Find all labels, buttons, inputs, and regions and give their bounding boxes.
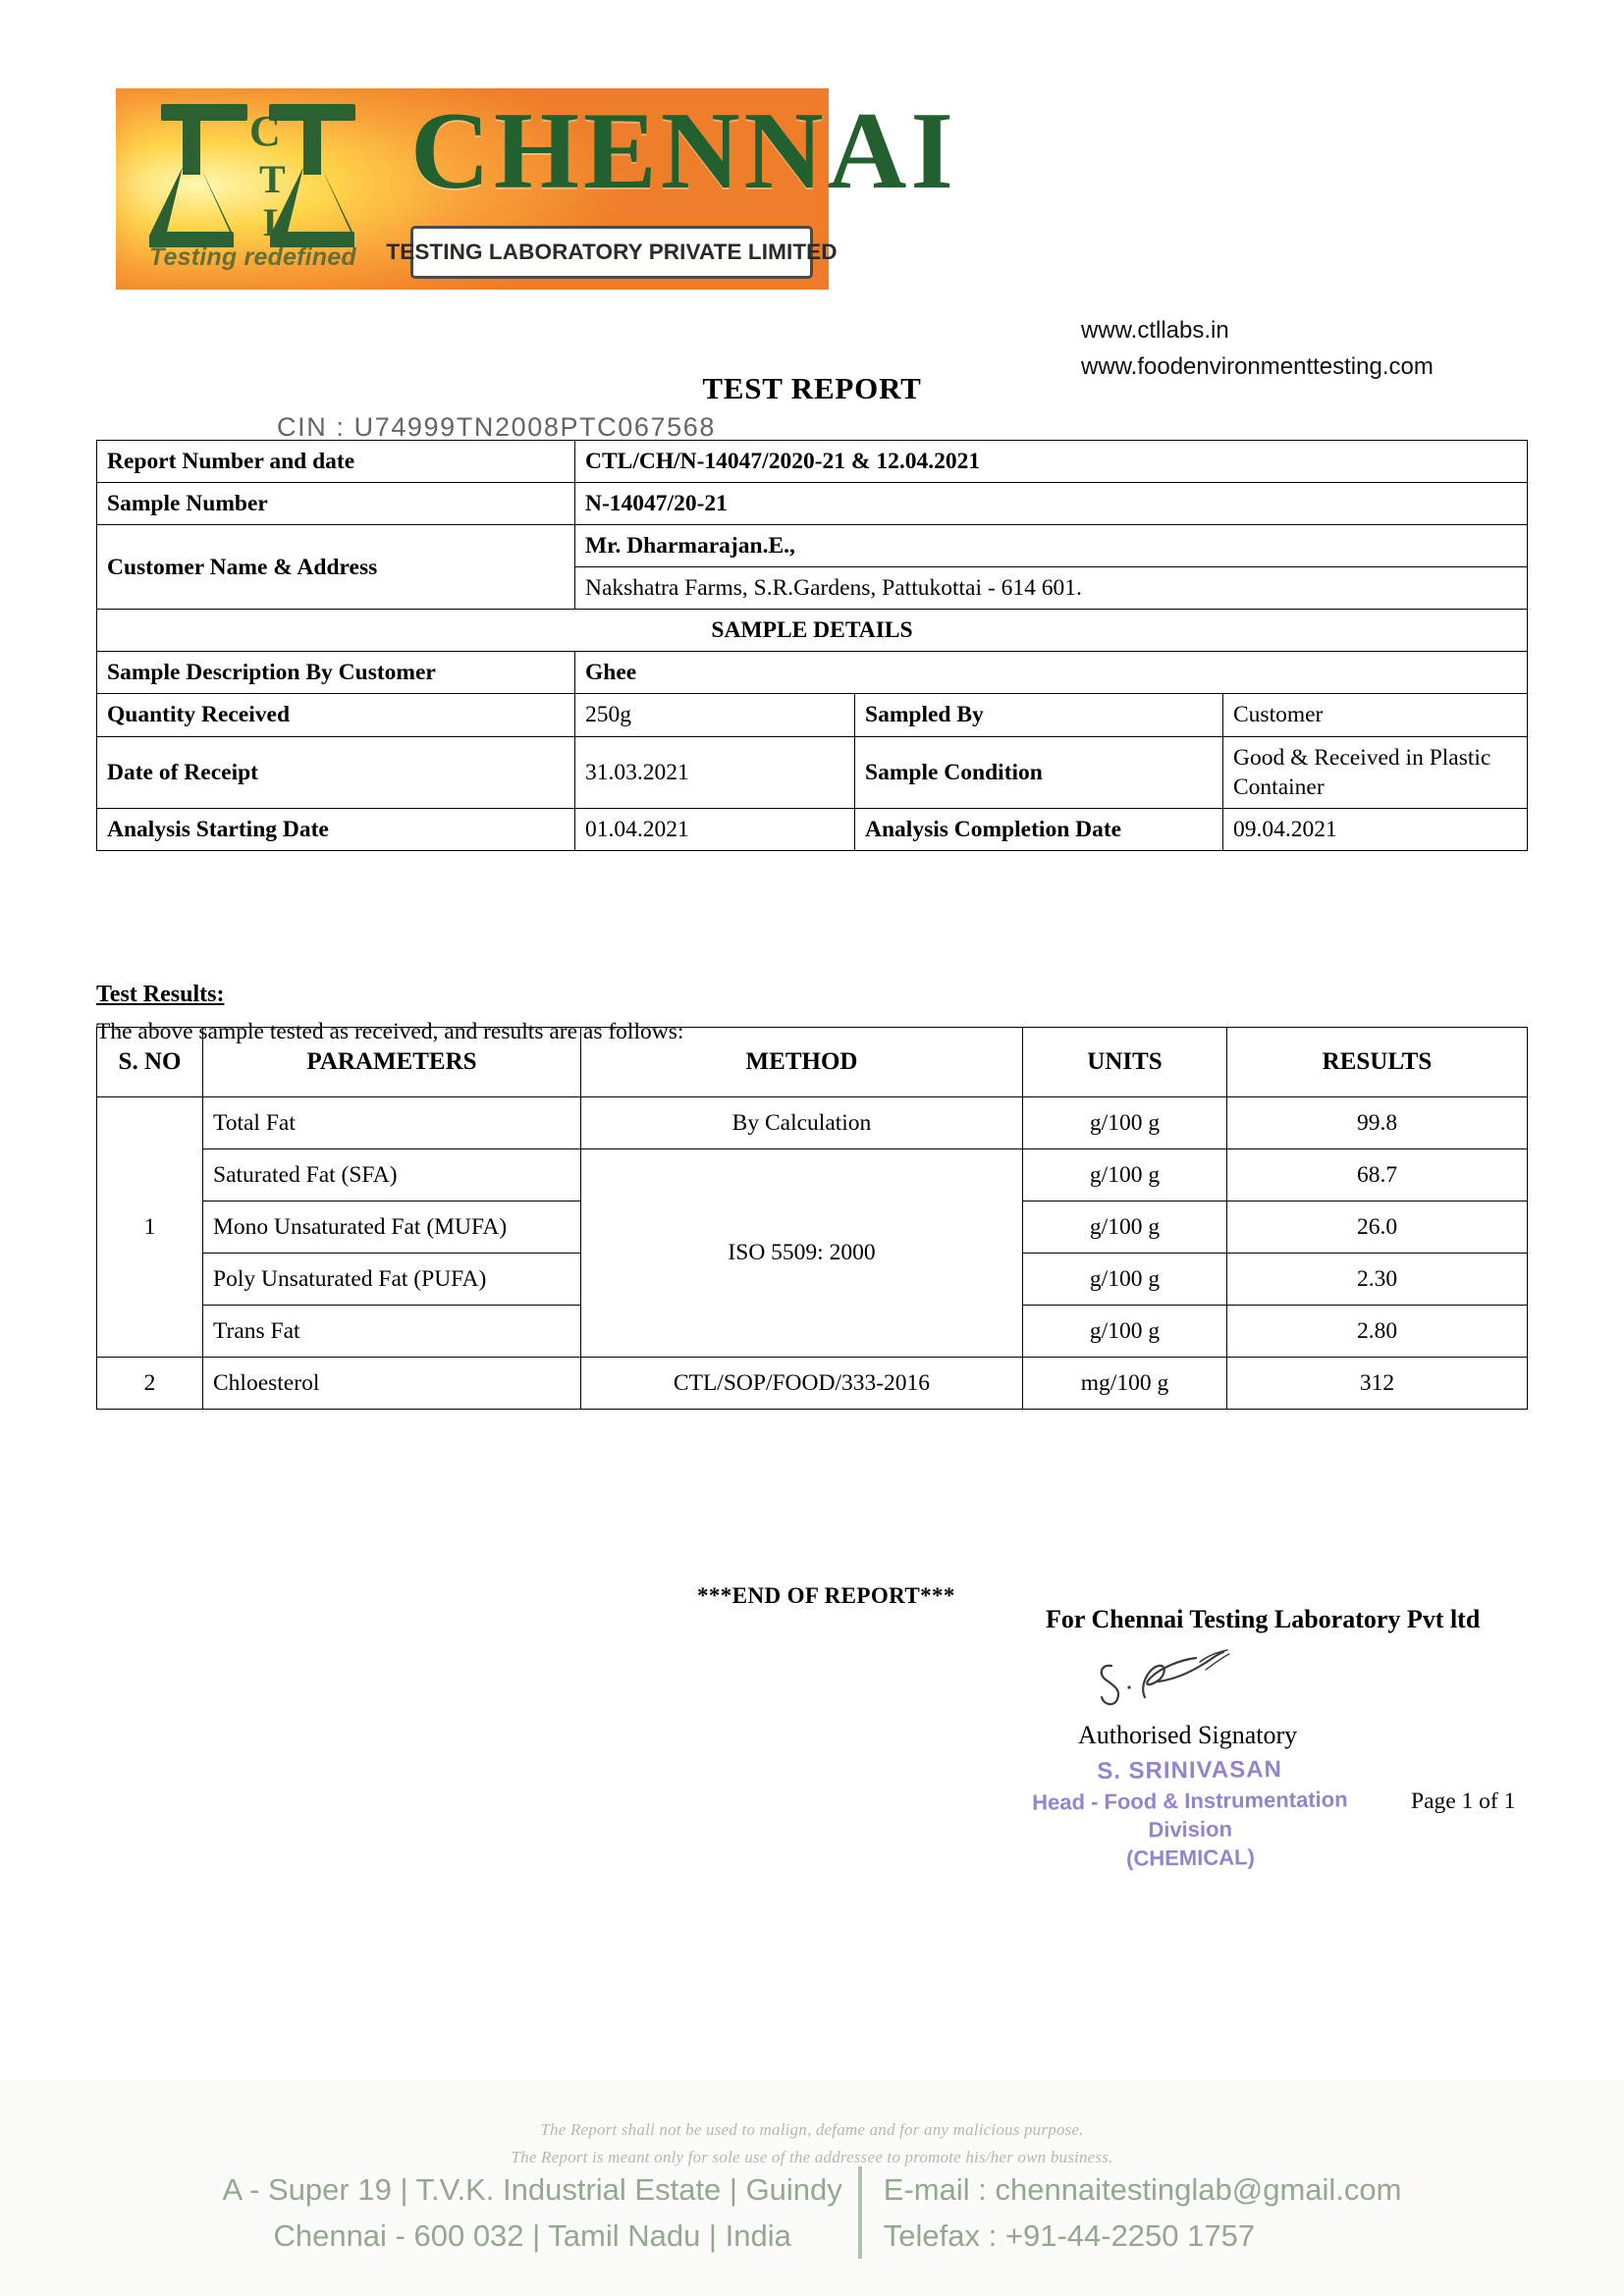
result-parameter: Chloesterol xyxy=(203,1358,581,1410)
result-units: g/100 g xyxy=(1023,1306,1227,1358)
footer-address-line-2: Chennai - 600 032 | Tamil Nadu | India xyxy=(273,2218,791,2253)
analysis-completion-value: 09.04.2021 xyxy=(1223,808,1528,850)
result-parameter: Mono Unsaturated Fat (MUFA) xyxy=(203,1201,581,1254)
table-row xyxy=(97,694,1528,736)
sample-condition-label: Sample Condition xyxy=(855,736,1223,808)
report-number-label: Report Number and date xyxy=(97,441,575,483)
sample-number-value: N-14047/20-21 xyxy=(575,483,1528,525)
cin-number: CIN : U74999TN2008PTC067568 xyxy=(277,412,716,442)
analysis-completion-label: Analysis Completion Date xyxy=(855,808,1223,850)
stamp-role: Head - Food & Instrumentation Division xyxy=(1032,1786,1348,1842)
col-header-results: RESULTS xyxy=(1227,1028,1528,1097)
page-number: Page 1 of 1 xyxy=(1411,1789,1516,1814)
table-row xyxy=(97,483,1528,525)
result-parameter: Poly Unsaturated Fat (PUFA) xyxy=(203,1254,581,1306)
official-stamp xyxy=(1002,1753,1377,1874)
sample-description-label: Sample Description By Customer xyxy=(97,652,575,694)
result-parameter: Total Fat xyxy=(203,1097,581,1149)
authorised-signatory-label: Authorised Signatory xyxy=(1078,1721,1298,1749)
footer-address-line-1: A - Super 19 | T.V.K. Industrial Estate | Guindy xyxy=(222,2172,842,2207)
result-parameter: Trans Fat xyxy=(203,1306,581,1358)
sample-number-label: Sample Number xyxy=(97,483,575,525)
col-header-units: UNITS xyxy=(1023,1028,1227,1097)
footer-email[interactable]: E-mail : chennaitestinglab@gmail.com xyxy=(883,2172,1402,2207)
customer-address: Nakshatra Farms, S.R.Gardens, Pattukottai - 614 601. xyxy=(575,567,1528,610)
svg-text:L: L xyxy=(263,200,290,244)
result-units: g/100 g xyxy=(1023,1254,1227,1306)
footer-telefax: Telefax : +91-44-2250 1757 xyxy=(883,2218,1256,2253)
table-row xyxy=(97,736,1528,808)
col-header-parameters: PARAMETERS xyxy=(203,1028,581,1097)
logo-tagline: Testing redefined xyxy=(149,243,356,271)
test-results-table xyxy=(96,1027,1528,1410)
table-row xyxy=(97,1149,1528,1201)
result-value: 312 xyxy=(1227,1358,1528,1410)
result-value: 2.30 xyxy=(1227,1254,1528,1306)
flask-logo-icon xyxy=(143,98,399,255)
logo-subtitle-text: TESTING LABORATORY PRIVATE LIMITED xyxy=(386,240,838,264)
customer-name: Mr. Dharmarajan.E., xyxy=(575,525,1528,567)
table-row xyxy=(97,1097,1528,1149)
result-units: g/100 g xyxy=(1023,1149,1227,1201)
logo-brand-text: CHENNAI xyxy=(410,90,957,212)
result-units: g/100 g xyxy=(1023,1097,1227,1149)
sample-description-value: Ghee xyxy=(575,652,1528,694)
quantity-label: Quantity Received xyxy=(97,694,575,736)
result-value: 26.0 xyxy=(1227,1201,1528,1254)
report-number-value: CTL/CH/N-14047/2020-21 & 12.04.2021 xyxy=(575,441,1528,483)
col-header-method: METHOD xyxy=(581,1028,1023,1097)
result-units: g/100 g xyxy=(1023,1201,1227,1254)
for-company-line: For Chennai Testing Laboratory Pvt ltd xyxy=(1046,1605,1481,1633)
result-units: mg/100 g xyxy=(1023,1358,1227,1410)
disclaimer-line-2: The Report is meant only for sole use of the addressee to promote his/her own business. xyxy=(511,2148,1113,2166)
report-details-table xyxy=(96,440,1528,851)
table-row xyxy=(97,1358,1528,1410)
footer-disclaimer xyxy=(0,2116,1624,2171)
result-parameter: Saturated Fat (SFA) xyxy=(203,1149,581,1201)
result-method: By Calculation xyxy=(581,1097,1023,1149)
analysis-start-value: 01.04.2021 xyxy=(575,808,855,850)
website-primary[interactable]: www.ctllabs.in xyxy=(1081,317,1229,344)
table-row xyxy=(97,808,1528,850)
table-row xyxy=(97,610,1528,652)
analysis-start-label: Analysis Starting Date xyxy=(97,808,575,850)
result-sno: 1 xyxy=(97,1097,203,1358)
svg-text:C: C xyxy=(249,107,281,155)
footer-address-column xyxy=(223,2166,858,2259)
date-receipt-label: Date of Receipt xyxy=(97,736,575,808)
date-receipt-value: 31.03.2021 xyxy=(575,736,855,808)
test-results-subtext: The above sample tested as received, and results are as follows: xyxy=(96,1019,684,1044)
svg-text:T: T xyxy=(259,157,286,201)
table-header-row xyxy=(97,1028,1528,1097)
result-value: 2.80 xyxy=(1227,1306,1528,1358)
sample-condition-value: Good & Received in Plastic Container xyxy=(1223,736,1528,808)
end-of-report-marker: ***END OF REPORT*** xyxy=(697,1583,955,1608)
logo-subtitle-box xyxy=(386,226,838,279)
disclaimer-line-1: The Report shall not be used to malign, defame and for any malicious purpose. xyxy=(540,2120,1084,2139)
sampled-by-label: Sampled By xyxy=(855,694,1223,736)
company-logo xyxy=(116,88,957,290)
result-value: 68.7 xyxy=(1227,1149,1528,1201)
table-row xyxy=(97,525,1528,567)
col-header-sno: S. NO xyxy=(97,1028,203,1097)
website-secondary[interactable]: www.foodenvironmenttesting.com xyxy=(1081,353,1434,380)
footer-contact-column xyxy=(858,2166,1402,2259)
sample-details-header: SAMPLE DETAILS xyxy=(97,610,1528,652)
test-results-heading: Test Results: xyxy=(96,982,225,1007)
result-sno: 2 xyxy=(97,1358,203,1410)
sampled-by-value: Customer xyxy=(1223,694,1528,736)
handwritten-signature xyxy=(1090,1644,1267,1715)
table-row xyxy=(97,652,1528,694)
result-method: CTL/SOP/FOOD/333-2016 xyxy=(581,1358,1023,1410)
quantity-value: 250g xyxy=(575,694,855,736)
page-title: TEST REPORT xyxy=(702,371,922,405)
footer-address-block xyxy=(0,2166,1624,2259)
stamp-department: (CHEMICAL) xyxy=(1125,1844,1255,1871)
result-value: 99.8 xyxy=(1227,1097,1528,1149)
customer-label: Customer Name & Address xyxy=(97,525,575,610)
stamp-name: S. SRINIVASAN xyxy=(1097,1756,1282,1785)
result-method-group: ISO 5509: 2000 xyxy=(581,1149,1023,1358)
table-row xyxy=(97,441,1528,483)
